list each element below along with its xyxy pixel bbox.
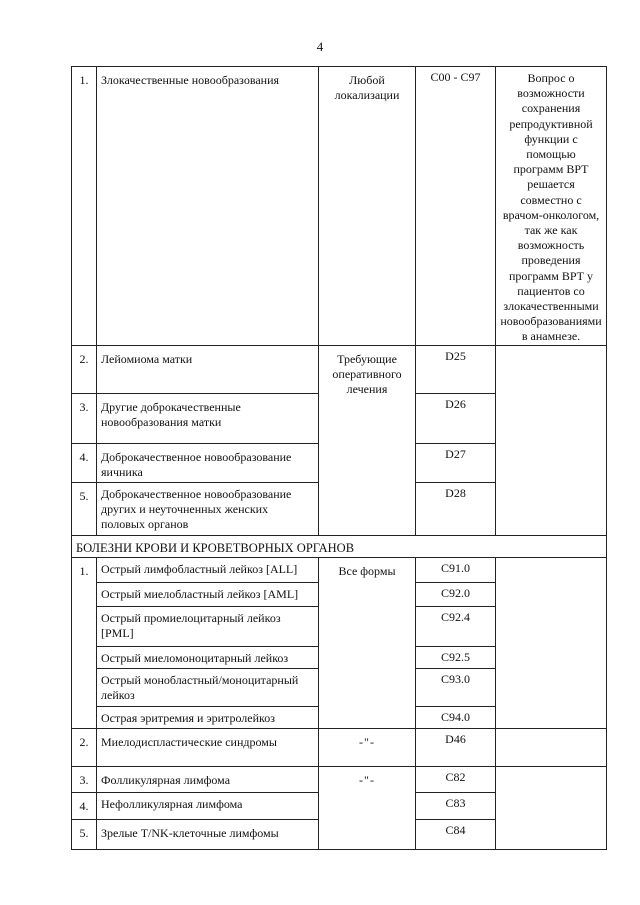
table-row bbox=[72, 345, 607, 393]
table-row bbox=[72, 557, 607, 582]
icd-code: C92.5 bbox=[416, 646, 496, 668]
note-cell: Вопрос о возможности сохранения репродуктивной функции с помощью программ ВРТ решается совместно с врачом-онкологом, так же как возможность проведения программ ВРТ у пациентов со злокачественными новообразованиями в анамнезе. bbox=[496, 67, 607, 346]
ditto-mark: -"- bbox=[359, 772, 375, 787]
icd-code: C00 - C97 bbox=[416, 67, 496, 346]
diagnosis-table bbox=[71, 66, 607, 850]
row-number: 2. bbox=[72, 345, 97, 393]
ditto-mark: -"- bbox=[359, 734, 375, 749]
icd-code: C92.0 bbox=[416, 582, 496, 606]
diagnosis-name: Острая эритремия и эритролейкоз bbox=[97, 706, 319, 728]
icd-code: C92.4 bbox=[416, 606, 496, 646]
diagnosis-name: Доброкачественное новообразование других и неуточненных женских половых органов bbox=[97, 482, 319, 535]
localization-cell bbox=[319, 766, 416, 849]
icd-code: D28 bbox=[416, 482, 496, 535]
section-heading: БОЛЕЗНИ КРОВИ И КРОВЕТВОРНЫХ ОРГАНОВ bbox=[72, 535, 607, 557]
row-number: 3. bbox=[72, 766, 97, 792]
localization-cell: Требующие оперативного лечения bbox=[319, 345, 416, 535]
page-number: 4 bbox=[316, 39, 324, 54]
row-number: 5. bbox=[72, 482, 97, 535]
table-row bbox=[72, 728, 607, 766]
row-number: 3. bbox=[72, 393, 97, 443]
diagnosis-name: Острый монобластный/моноцитарный лейкоз bbox=[97, 668, 319, 706]
localization-cell: Все формы bbox=[319, 557, 416, 728]
diagnosis-name: Фолликулярная лимфома bbox=[97, 766, 319, 792]
icd-code: C84 bbox=[416, 819, 496, 849]
row-number: 2. bbox=[72, 728, 97, 766]
note-cell-empty bbox=[496, 728, 607, 766]
icd-code: C82 bbox=[416, 766, 496, 792]
diagnosis-name: Другие доброкачественные новообразования матки bbox=[97, 393, 319, 443]
diagnosis-name: Злокачественные новообразования bbox=[97, 67, 319, 346]
icd-code: C94.0 bbox=[416, 706, 496, 728]
row-number: 5. bbox=[72, 819, 97, 849]
diagnosis-name: Миелодиспластические синдромы bbox=[97, 728, 319, 766]
diagnosis-name: Зрелые T/NK-клеточные лимфомы bbox=[97, 819, 319, 849]
diagnosis-name: Лейомиома матки bbox=[97, 345, 319, 393]
row-number: 4. bbox=[72, 792, 97, 819]
icd-code: C83 bbox=[416, 792, 496, 819]
note-cell-empty bbox=[496, 766, 607, 849]
row-number: 1. bbox=[72, 557, 97, 728]
section-row bbox=[72, 535, 607, 557]
icd-code: D26 bbox=[416, 393, 496, 443]
row-number: 4. bbox=[72, 443, 97, 482]
localization-cell: Любой локализации bbox=[319, 67, 416, 346]
icd-code: D25 bbox=[416, 345, 496, 393]
diagnosis-name: Острый промиелоцитарный лейкоз [PML] bbox=[97, 606, 319, 646]
diagnosis-name: Острый лимфобластный лейкоз [ALL] bbox=[97, 557, 319, 582]
diagnosis-name: Острый миеломоноцитарный лейкоз bbox=[97, 646, 319, 668]
table-row bbox=[72, 766, 607, 792]
note-cell-empty bbox=[496, 557, 607, 728]
icd-code: D27 bbox=[416, 443, 496, 482]
table-row bbox=[72, 67, 607, 346]
note-cell-empty bbox=[496, 345, 607, 535]
icd-code: D46 bbox=[416, 728, 496, 766]
diagnosis-name: Острый миелобластный лейкоз [AML] bbox=[97, 582, 319, 606]
diagnosis-name: Доброкачественное новообразование яичника bbox=[97, 443, 319, 482]
diagnosis-name: Нефолликулярная лимфома bbox=[97, 792, 319, 819]
icd-code: C91.0 bbox=[416, 557, 496, 582]
icd-code: C93.0 bbox=[416, 668, 496, 706]
localization-cell bbox=[319, 728, 416, 766]
row-number: 1. bbox=[72, 67, 97, 346]
